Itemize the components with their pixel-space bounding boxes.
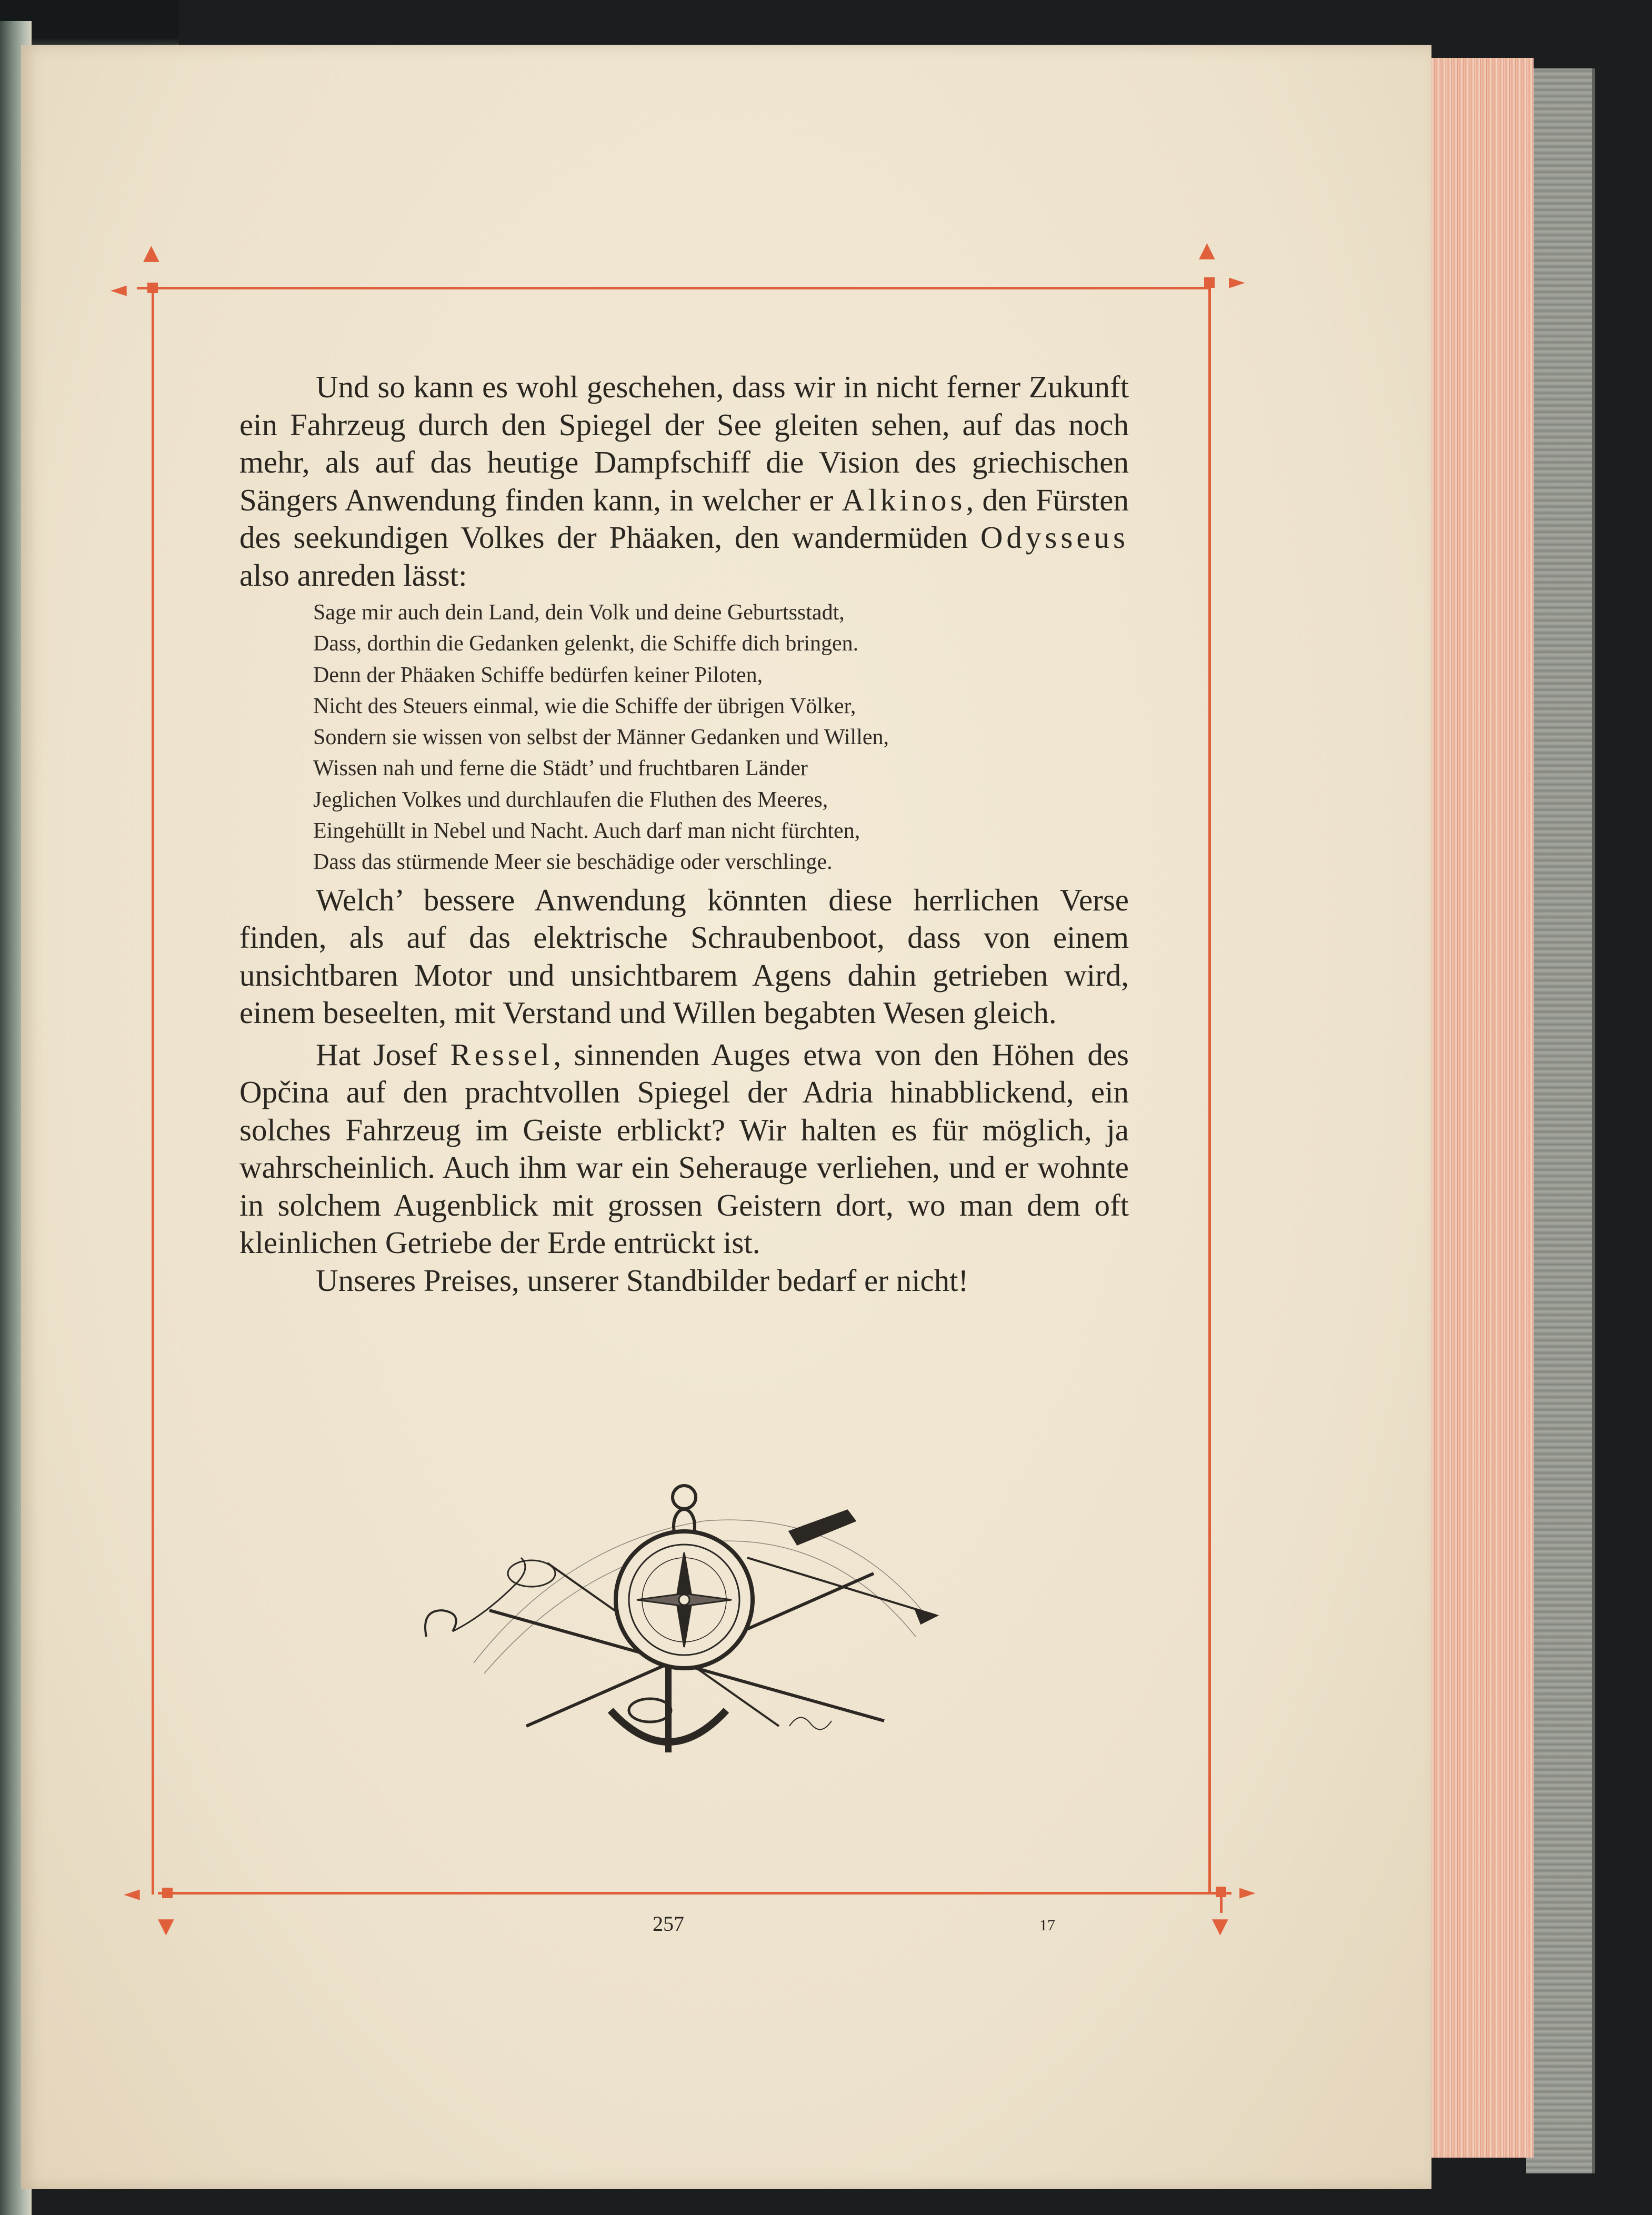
verse-line: Denn der Phäaken Schiffe bedürfen keiner Piloten,	[313, 663, 763, 687]
right-book-cover	[1526, 68, 1595, 2173]
arrow-up-icon: ▲	[1199, 238, 1215, 262]
verse-line: Nicht des Steuers einmal, wie die Schiffe der übrigen Völker,	[313, 694, 856, 718]
paragraph-3-text-b: , sinnenden Auges etwa von den Höhen des Opčina auf den prachtvollen Spiegel der Adria hinabblickend, ein solches Fahrzeug im Geiste erblickt? Wir halten es für möglich, ja wahrscheinlich. Auch ihm war ein Seherauge verliehen, und er wohnte in solchem Augenblick mit grossen Geistern dort, wo man dem oft kleinlichen Getriebe der Erde entrückt ist.	[239, 1037, 1129, 1260]
page-number: 257	[653, 1912, 684, 1936]
corner-square-top-right	[1204, 277, 1215, 288]
frame-right-line	[1208, 287, 1211, 1895]
verse-line: Sage mir auch dein Land, dein Volk und deine Geburtsstadt,	[313, 600, 845, 625]
frame-bottom-line	[158, 1892, 1232, 1895]
frame-top-line	[137, 287, 1210, 289]
paragraph-4: Unseres Preises, unserer Standbilder bedarf er nicht!	[316, 1262, 969, 1298]
paragraph-1-text-a: Und so kann es wohl geschehen, dass wir in nicht ferner Zukunft ein Fahrzeug durch den Spiegel der See gleiten sehen, auf das noch mehr, als auf das heutige Dampfschiff die Vision des griechischen Sängers Anwendung finden kann, in welcher er	[239, 369, 1129, 517]
paragraph-2: Welch’ bessere Anwendung könnten diese herrlichen Verse finden, als auf das elektrische Schraubenboot, dass von einem unsichtbaren Motor und unsichtbarem Agens dahin getrieben wird, einem beseelten, mit Verstand und Willen begabten Wesen gleich.	[239, 882, 1129, 1030]
verse-line: Dass das stürmende Meer sie beschädige oder verschlinge.	[313, 850, 833, 875]
verse-quotation	[239, 597, 1129, 878]
paragraph-3-text-a: Hat Josef	[316, 1037, 450, 1072]
arrow-right-icon: ►	[1229, 269, 1245, 294]
verse-line: Jeglichen Volkes und durchlaufen die Fluthen des Meeres,	[313, 787, 828, 812]
name-alkinos: Alkinos	[842, 482, 966, 517]
arrow-left-icon: ◄	[111, 277, 127, 302]
verse-line: Wissen nah und ferne die Städt’ und fruchtbaren Länder	[313, 756, 808, 781]
corner-square-bottom-left	[162, 1888, 173, 1898]
arrow-up-icon: ▲	[143, 240, 159, 265]
paragraph-1-text-b: , den Fürsten des seekundigen Volkes der Phäaken, den wandermüden	[239, 482, 1129, 555]
arrow-down-icon: ▼	[1212, 1914, 1228, 1938]
paragraph-1	[239, 368, 1129, 594]
arrow-down-icon: ▼	[158, 1914, 174, 1938]
page-edges	[1421, 58, 1534, 2158]
paragraph-3	[239, 1036, 1129, 1262]
corner-square-top-left	[147, 283, 158, 293]
name-odysseus: Odysseus	[980, 520, 1129, 555]
frame-left-line	[152, 287, 154, 1895]
compass-anchor-vignette-icon	[411, 1479, 968, 1773]
verse-line: Dass, dorthin die Gedanken gelenkt, die Schiffe dich bringen.	[313, 632, 859, 656]
arrow-left-icon: ◄	[124, 1881, 140, 1906]
name-ressel: Ressel	[450, 1037, 554, 1072]
verse-line: Sondern sie wissen von selbst der Männer Gedanken und Willen,	[313, 725, 889, 750]
page-body-text	[239, 368, 1129, 1299]
signature-mark: 17	[1039, 1917, 1055, 1934]
corner-square-bottom-right	[1216, 1887, 1226, 1897]
paragraph-1-text-c: also anreden lässt:	[239, 557, 467, 593]
arrow-right-icon: ►	[1239, 1880, 1256, 1904]
verse-line: Eingehüllt in Nebel und Nacht. Auch darf man nicht fürchten,	[313, 819, 860, 844]
